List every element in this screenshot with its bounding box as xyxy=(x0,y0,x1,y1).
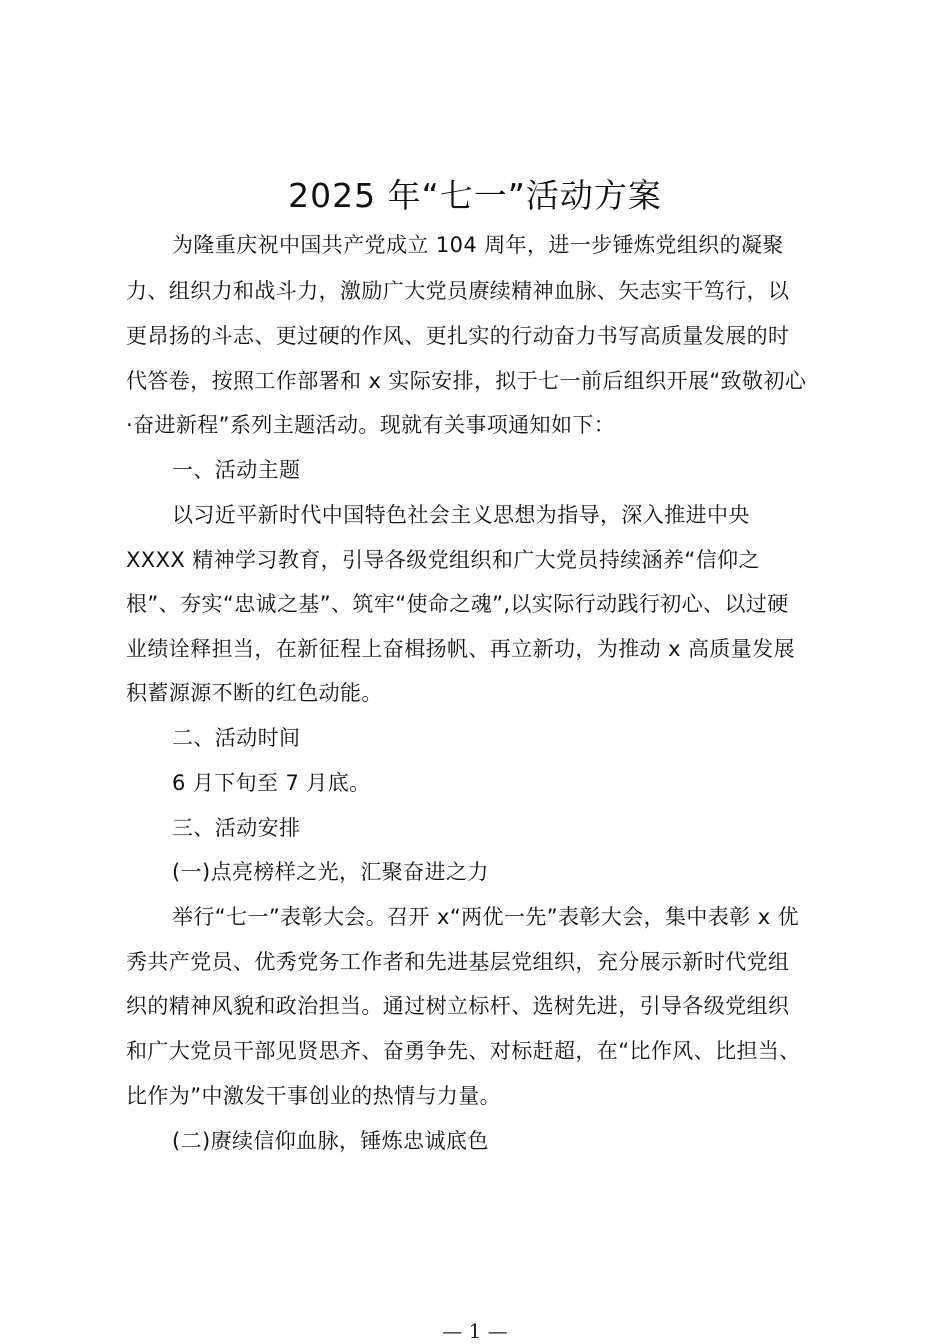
body-line: 秀共产党员、优秀党务工作者和先进基层党组织，充分展示新时代党组 xyxy=(126,950,790,974)
body-line: 根”、夯实“忠诚之基”、筑牢“使命之魂”,以实际行动践行初心、以过硬 xyxy=(126,592,789,616)
body-line: 为隆重庆祝中国共产党成立 104 周年，进一步锤炼党组织的凝聚 xyxy=(172,233,784,257)
body-line: 更昂扬的斗志、更过硬的作风、更扎实的行动奋力书写高质量发展的时 xyxy=(126,324,790,348)
body-line: 以习近平新时代中国特色社会主义思想为指导，深入推进中央 xyxy=(172,503,750,527)
body-line: 织的精神风貌和政治担当。通过树立标杆、选树先进，引导各级党组织 xyxy=(126,994,790,1018)
section-heading: 三、活动安排 xyxy=(172,816,301,840)
body-line: 比作为”中激发干事创业的热情与力量。 xyxy=(126,1084,502,1108)
body-line: 代答卷，按照工作部署和 x 实际安排，拟于七一前后组织开展“致敬初心 xyxy=(126,369,807,393)
body-line: 和广大党员干部见贤思齐、奋勇争先、对标赶超，在“比作风、比担当、 xyxy=(126,1039,801,1063)
body-line: 6 月下旬至 7 月底。 xyxy=(172,771,371,795)
page-number: — 1 — xyxy=(442,1319,508,1343)
subsection-heading: (二)赓续信仰血脉，锤炼忠诚底色 xyxy=(172,1129,489,1153)
body-line: 积蓄源源不断的红色动能。 xyxy=(126,681,383,705)
body-line: 举行“七一”表彰大会。召开 x“两优一先”表彰大会，集中表彰 x 优 xyxy=(172,905,799,929)
body-line: 业绩诠释担当，在新征程上奋楫扬帆、再立新功，为推动 x 高质量发展 xyxy=(126,637,795,661)
section-heading: 一、活动主题 xyxy=(172,458,301,482)
body-line: ·奋进新程”系列主题活动。现就有关事项通知如下： xyxy=(126,413,616,437)
section-heading: 二、活动时间 xyxy=(172,726,301,750)
body-line: XXXX 精神学习教育，引导各级党组织和广大党员持续涵养“信仰之 xyxy=(126,548,760,572)
document-title: 2025 年“七一”活动方案 xyxy=(288,176,662,215)
subsection-heading: (一)点亮榜样之光，汇聚奋进之力 xyxy=(172,860,489,884)
body-line: 力、组织力和战斗力，激励广大党员赓续精神血脉、矢志实干笃行，以 xyxy=(126,279,790,303)
